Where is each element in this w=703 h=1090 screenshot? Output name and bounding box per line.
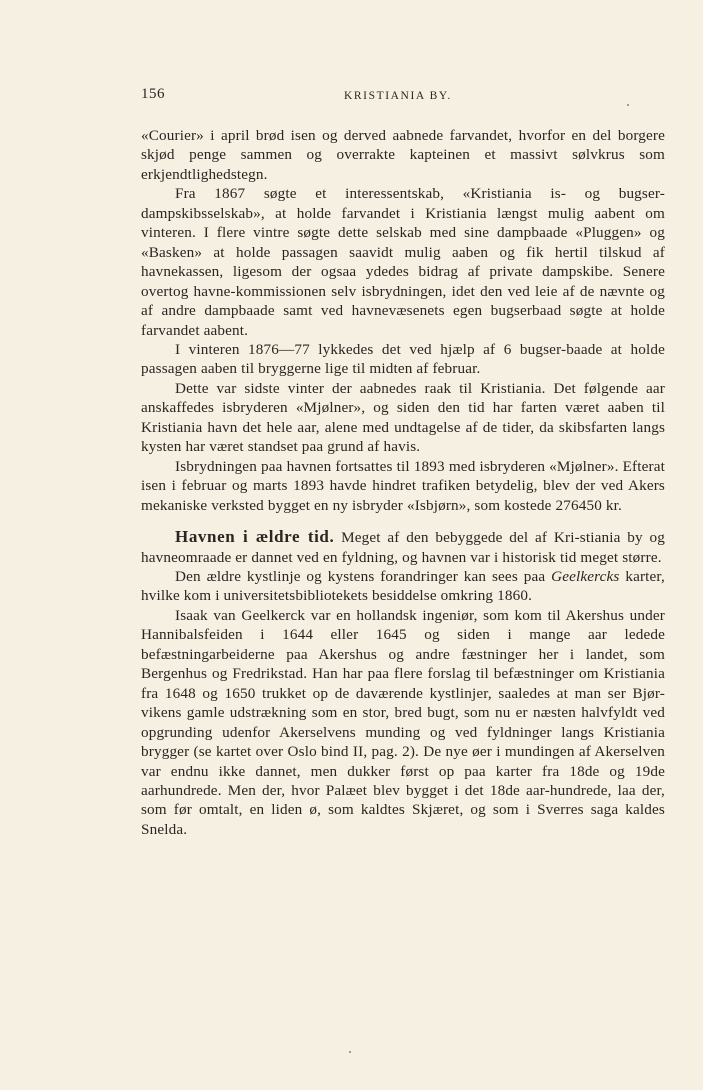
- paragraph: [141, 567, 665, 606]
- paragraph: Isbrydningen paa havnen fortsattes til 1893 med isbryderen «Mjølner». Efterat isen i februar og marts 1893 havde hindret trafiken betydelig, blev der ved Akers mekaniske verksted bygget en ny isbryder «Isbjørn», som kostede 276450 kr.: [141, 457, 665, 514]
- section-intro: Meget af den bebyggede del af Kri-stiania by og havneomraade er dannet ved en fyldning, og havnen var i historisk tid meget større.: [141, 529, 665, 566]
- body-text: [141, 126, 665, 839]
- page-header: [141, 86, 666, 110]
- paragraph: Dette var sidste vinter der aabnedes raak til Kristiania. Det følgende aar anskaffedes isbryderen «Mjølner», og siden den tid har farten været aaben til Kristiania havn det hele aar, alene med undtagelse af de tider, da skibsfarten langs kysten har været standset paa grund af havis.: [141, 379, 665, 456]
- print-speck: [349, 1051, 351, 1053]
- paragraph: I vinteren 1876—77 lykkedes det ved hjælp af 6 bugser-baade at holde passagen aaben til bryggerne lige til midten af februar.: [141, 340, 665, 378]
- running-title: KRISTIANIA BY.: [344, 90, 452, 102]
- paragraph: «Courier» i april brød isen og derved aabnede farvandet, hvorfor en del borgere skjød penge sammen og overrakte kapteinen et massivt sølvkrus som erkjendtlighedstegn.: [141, 127, 665, 183]
- section-heading: Havnen i ældre tid.: [175, 527, 335, 547]
- paragraph-text: Den ældre kystlinje og kystens forandringer kan sees paa: [175, 567, 546, 585]
- paragraph: Fra 1867 søgte et interessentskab, «Kristiania is- og bugser-dampskibsselskab», at holde farvandet i Kristiania længst mulig aabent om vinteren. I flere vintre søgte dette selskab med sine dampbaade «Pluggen» og «Basken» at holde passagen saavidt mulig aaben og fik hertil tilskud af havnekassen, ligesom der ogsaa ydedes bidrag af private dampskibe. Senere overtog havne-kommissionen selv isbrydningen, idet den ved leie af de nævnte og af andre dampbaade samt ved havnevæsenets egen bugserbaad søgte at holde farvandet aabent.: [141, 185, 665, 339]
- section-paragraph: [141, 527, 665, 567]
- page-number: 156: [141, 86, 165, 102]
- paragraph-text: karter, hvilke kom i universitetsbibliotekets besiddelse omkring 1860.: [141, 567, 665, 605]
- paragraph: Isaak van Geelkerck var en hollandsk ingeniør, som kom til Akershus under Hannibalsfeiden i 1644 eller 1645 og siden i mange aar ledede befæstningarbeiderne paa Akershus og andre fæstninger her i landet, som Bergenhus og Fredrikstad. Han har paa flere forslag til befæstninger om Kristiania fra 1648 og 1650 trukket op de daværende kystlinjer, saaledes at man ser Bjør-vikens gamle udstrækning som en stor, bred bugt, som nu er næsten halvfyldt ved opgrunding udenfor Akerselvens munding og ved fyldninger langs Kristiania brygger (se kartet over Oslo bind II, pag. 2). De nye øer i mundingen af Akerselven var endnu ikke dannet, men dukker først op paa karter fra 18de og 19de aarhundrede. Men der, hvor Palæet blev bygget i det 18de aar-hundrede, laa der, som før omtalt, en liden ø, som kaldtes Skjæret, og som i Sverres saga kaldes Snelda.: [141, 606, 665, 838]
- print-speck: [627, 104, 629, 106]
- italic-name: Geelkercks: [551, 567, 620, 585]
